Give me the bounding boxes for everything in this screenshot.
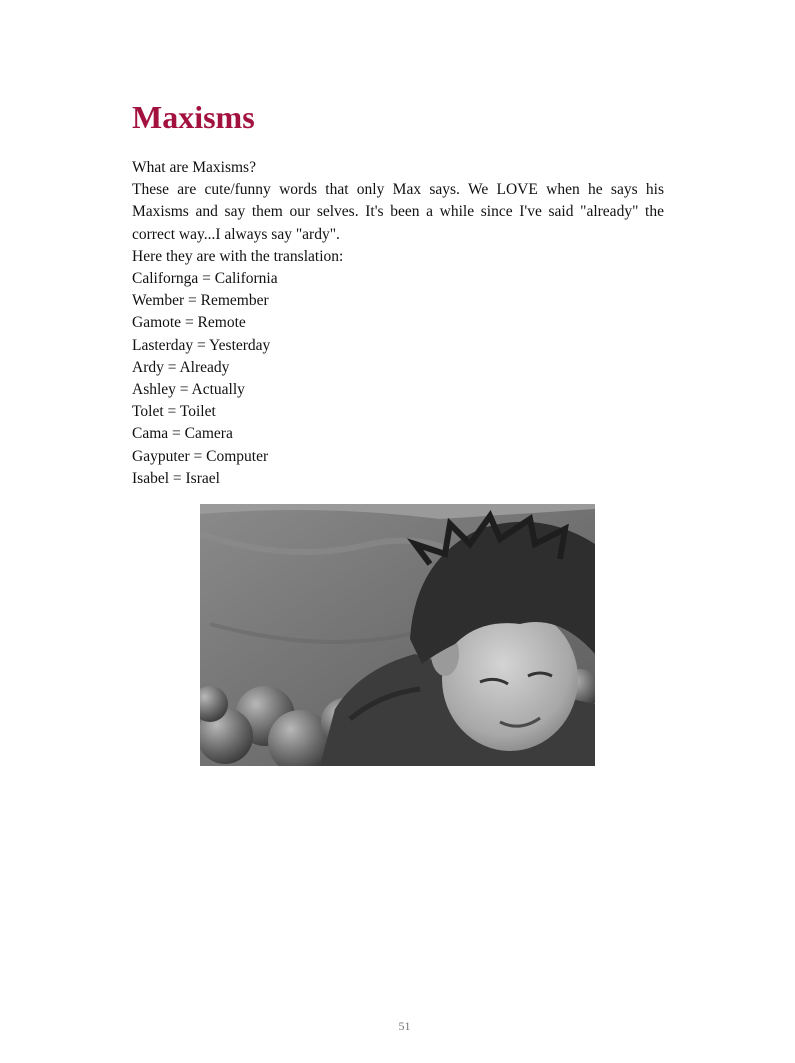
- list-item: Cama = Camera: [132, 425, 233, 443]
- list-item: Ashley = Actually: [132, 381, 245, 399]
- page-number: 51: [398, 1019, 411, 1033]
- list-item: Lasterday = Yesterday: [132, 336, 271, 354]
- body-text: [132, 157, 664, 490]
- list-heading: Here they are with the translation:: [132, 247, 344, 265]
- list-item: Gamote = Remote: [132, 314, 246, 332]
- list-item: Tolet = Toilet: [132, 403, 216, 421]
- page-title: Maxisms: [132, 99, 255, 135]
- list-item: Isabel = Israel: [132, 469, 220, 487]
- list-item: Gayputer = Computer: [132, 447, 269, 465]
- list-item: Ardy = Already: [132, 358, 230, 376]
- intro-paragraph: These are cute/funny words that only Max says. We LOVE when he says his Maxisms and say them our selves. It's been a while since I've said "already" the correct way...I always say "ardy".: [132, 181, 664, 243]
- boy-photo: [200, 504, 595, 766]
- list-item: Californga = California: [132, 270, 278, 288]
- maxism-list: [132, 268, 664, 490]
- list-item: Wember = Remember: [132, 292, 269, 310]
- question-line: What are Maxisms?: [132, 159, 256, 176]
